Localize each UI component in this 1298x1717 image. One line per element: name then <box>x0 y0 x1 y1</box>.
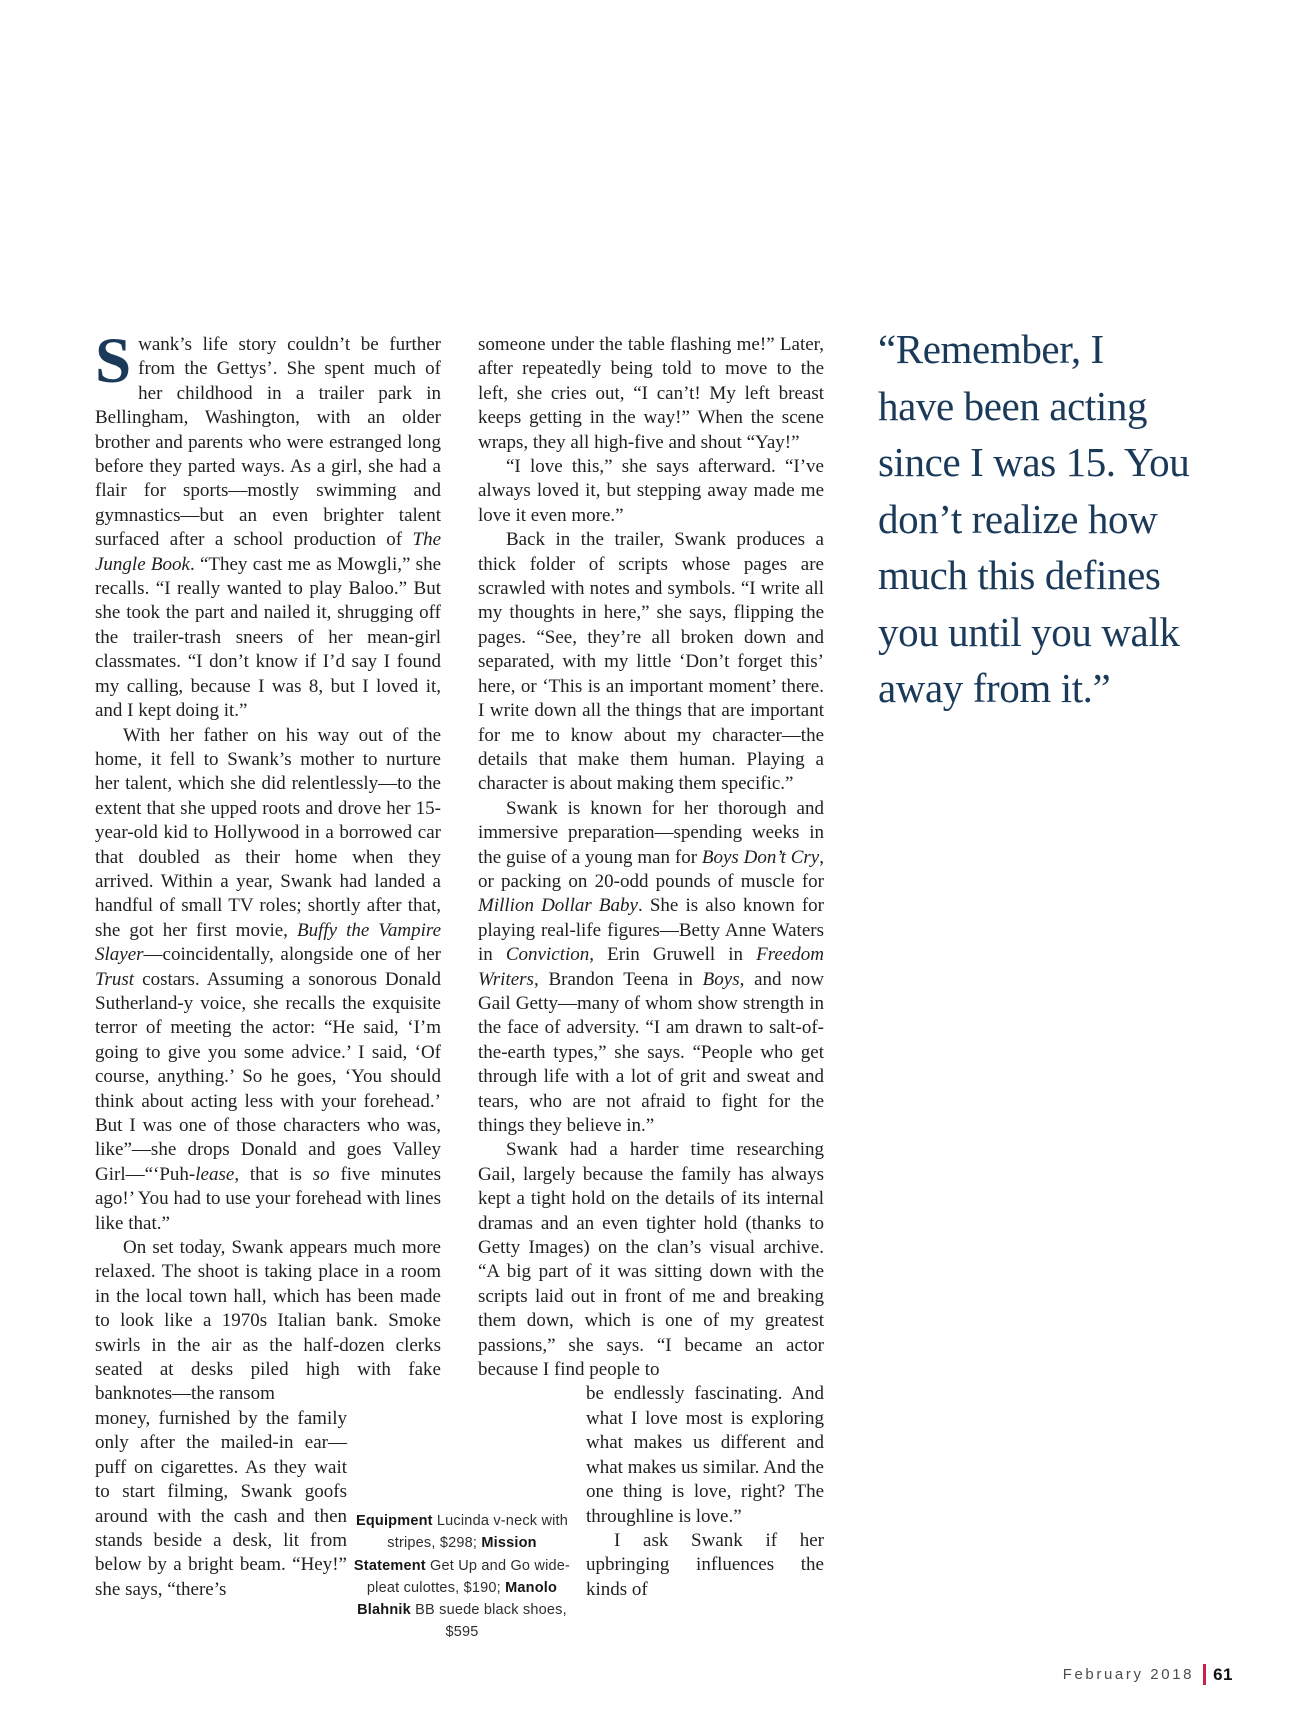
article-column-left <box>95 325 442 1602</box>
footer-divider <box>1203 1664 1206 1685</box>
pull-quote-line: away from it.” <box>878 665 1111 711</box>
pull-quote-line: you until you walk <box>878 608 1180 655</box>
paragraph: “I love this,” she says afterward. “I’ve always loved it, but stepping away made me love it even more.” <box>478 456 824 526</box>
paragraph-continued: someone under the table flashing me!” Later, after repeatedly being told to move to the left, she cries out, “I can’t! My left breast keeps getting in the way!” When the scene wraps, they all high-five and shout “Yay!” <box>478 334 824 453</box>
pull-quote-line: have been acting <box>878 382 1148 429</box>
pull-quote-line: since I was 15. You <box>878 439 1190 485</box>
paragraph: On set today, Swank appears much more relaxed. The shoot is taking place in a room in the local town hall, which has been made to look like a 1970s Italian bank. Smoke swirls in the air as the half-dozen clerks seated at desks piled high with fake banknotes—the ransom <box>95 1237 441 1405</box>
paragraph <box>95 325 442 724</box>
paragraph: Back in the trailer, Swank produces a thick folder of scripts whose pages are scrawled with notes and symbols. “I write all my thoughts in here,” she says, flipping the pages. “See, they’re all broken down and separated, with my little ‘Don’t forget this’ here, or ‘This is an important moment’ there. I write down all the things that are important for me to know about my character—the details that make them human. Playing a character is about making them specific.” <box>478 529 824 795</box>
paragraph-continued: be endlessly fascinating. And what I love most is exploring what makes us different and what makes us similar. And the one thing is love, right? The throughline is love.” <box>586 1383 824 1527</box>
paragraph: With her father on his way out of the home, it fell to Swank’s mother to nurture her talent, which she did relentlessly—to the extent that she upped roots and drove her 15-year-old kid to Hollywood in a borrowed car that doubled as their home when they arrived. Within a year, Swank had landed a handful of small TV roles; shortly after that, she got her first movie, Buffy the Vampire Slayer—coincidentally, alongside one of her Trust costars. Assuming a sonorous Donald Sutherland-y voice, she recalls the exquisite terror of meeting the actor: “He said, ‘I’m going to give you some advice.’ I said, ‘Of course, anything.’ So he goes, ‘You should think about acting less with your forehead.’ But I was one of those characters who was, like”—she drops Donald and goes Valley Girl—“‘Puh-lease, that is so five minutes ago!’ You had to use your forehead with lines like that.” <box>95 724 442 1234</box>
paragraph-group <box>478 455 824 1382</box>
pull-quote-line: much this defines <box>878 552 1161 598</box>
drop-cap: S <box>95 325 132 397</box>
pull-quote <box>878 321 1250 717</box>
issue-date: February 2018 <box>1062 1666 1195 1683</box>
paragraph: Swank is known for her thorough and immersive preparation—spending weeks in the guise of a young man for Boys Don’t Cry, or packing on 20-odd pounds of muscle for Million Dollar Baby. She is also known for playing real-life figures—Betty Anne Waters in Conviction, Erin Gruwell in Freedom Writers, Brandon Teena in Boys, and now Gail Getty—many of whom show strength in the face of adversity. “I am drawn to salt-of-the-earth types,” she says. “People who get through life with a lot of grit and sweat and tears, who are not afraid to fight for the things they believe in.” <box>478 797 825 1136</box>
article-column-middle <box>478 333 824 1602</box>
pull-quote-line: don’t realize how <box>878 495 1158 542</box>
paragraph-continued: money, furnished by the family only after the mailed-in ear—puff on cigarettes. As they wait to start filming, Swank goofs around with the cash and then stands beside a desk, lit from below by a bright beam. “Hey!” she says, “there’s <box>95 1407 347 1600</box>
paragraph-text: wank’s life story couldn’t be further from the Gettys’. She spent much of her childhood in a trailer park in Bellingham, Washington, with an older brother and parents who were estranged long before they parted ways. As a girl, she had a flair for sports—mostly swimming and gymnastics—but an even brighter talent surfaced after a school production of The Jungle Book. “They cast me as Mowgli,” she recalls. “I really wanted to play Baloo.” But she took the part and nailed it, shrugging off the trailer-trash sneers of her mean-girl classmates. “I don’t know if I’d say I found my calling, because I was 8, but I loved it, and I kept doing it.” <box>95 334 442 722</box>
paragraph: Swank had a harder time researching Gail, largely because the family has always kept a tight hold on the details of its internal dramas and an even tighter hold (thanks to Getty Images) on the clan’s visual archive. “A big part of it was sitting down with the scripts laid out in front of me and breaking them down, which is one of my greatest passions,” she says. “I became an actor because I find people to <box>478 1139 824 1381</box>
paragraph-group <box>95 724 441 1407</box>
paragraph: I ask Swank if her upbringing influences the kinds of <box>586 1529 824 1600</box>
pull-quote-line: “Remember, I <box>878 326 1104 372</box>
page-footer <box>1063 1664 1233 1685</box>
fashion-credits-caption: Equipment Lucinda v-neck with stripes, $298; Mission Statement Get Up and Go wide-pleat culottes, $190; Manolo Blahnik BB suede black shoes, $595 <box>353 1513 571 1641</box>
page-number: 61 <box>1213 1664 1233 1684</box>
